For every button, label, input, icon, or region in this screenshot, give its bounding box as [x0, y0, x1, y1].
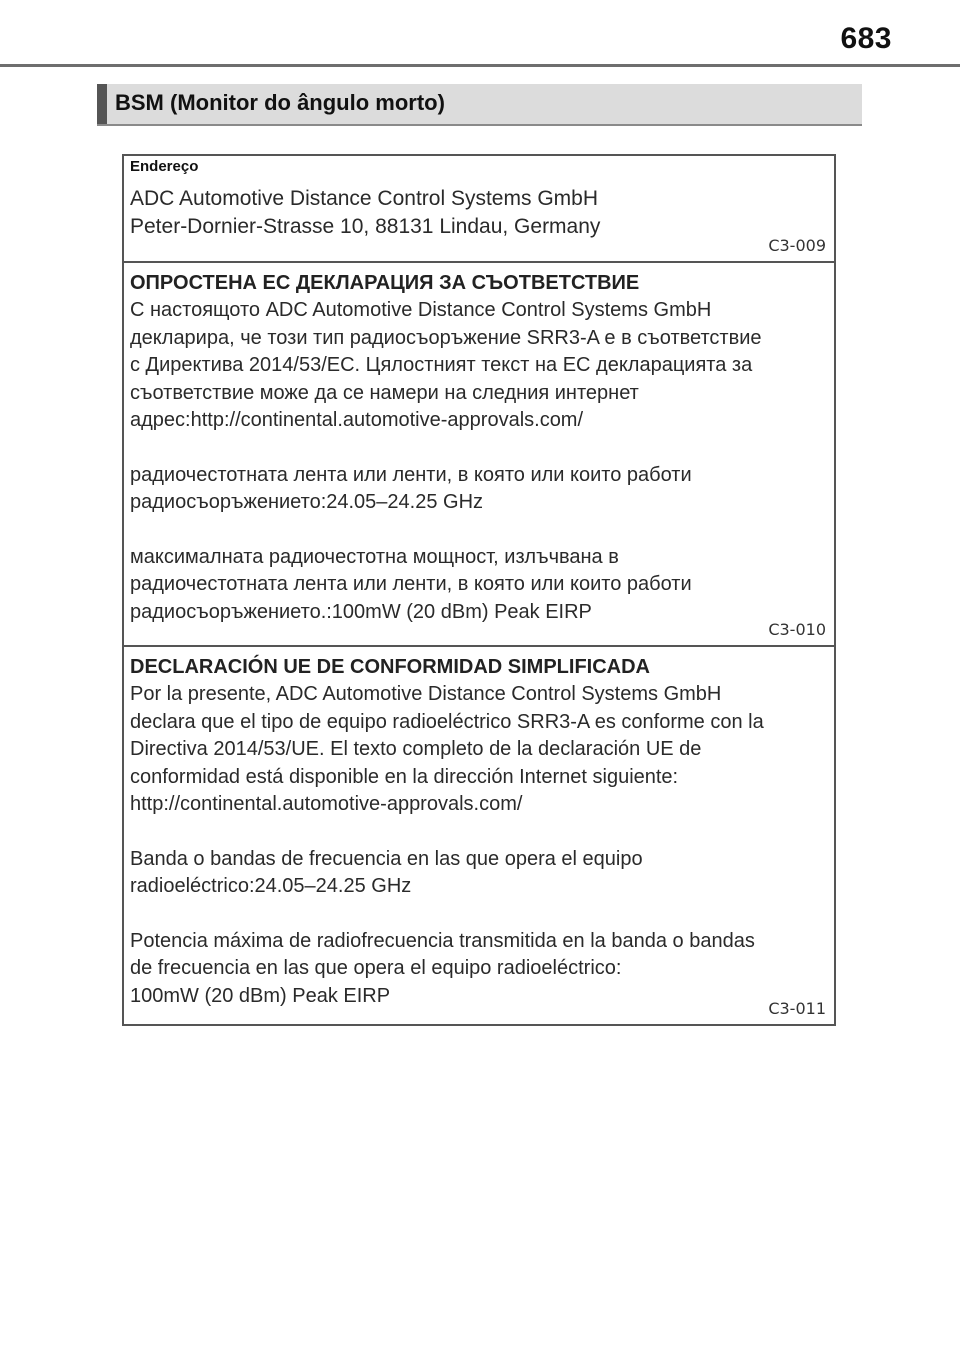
paragraph-line: Banda o bandas de frecuencia en las que opera el equipo: [130, 847, 643, 870]
paragraph-gap: [130, 901, 826, 928]
paragraph-line: радиочестотната лента или ленти, в която или които работи: [130, 463, 692, 486]
paragraph-line: радиосъоръжението:24.05–24.25 GHz: [130, 491, 484, 513]
label-code: C3-011: [768, 999, 826, 1018]
section-heading: [97, 84, 862, 126]
paragraph-line: radioeléctrico:24.05–24.25 GHz: [130, 875, 412, 897]
spanish-declaration-block: [124, 647, 834, 1024]
paragraph-line: declara que el tipo de equipo radioeléctrico SRR3-A es conforme con la: [130, 710, 764, 733]
section-title: BSM (Monitor do ângulo morto): [115, 90, 445, 115]
paragraph-gap: [130, 435, 826, 462]
paragraph-line: 100mW (20 dBm) Peak EIRP: [130, 984, 391, 1007]
paragraph-line: http://continental.automotive-approvals.com/: [130, 793, 523, 815]
certification-label-box: [122, 154, 836, 1026]
address-line: Peter-Dornier-Strasse 10, 88131 Lindau, Germany: [130, 215, 601, 238]
bulgarian-heading: ОПРОСТЕНА ЕС ДЕКЛАРАЦИЯ ЗА СЪОТВЕТСТВИЕ: [130, 272, 640, 294]
paragraph-line: съответствие може да се намери на следния интернет: [130, 381, 639, 404]
label-code: C3-009: [768, 236, 826, 255]
paragraph-line: Potencia máxima de radiofrecuencia transmitida en la banda o bandas: [130, 929, 755, 952]
paragraph-line: радиосъоръжението.:100mW (20 dBm) Peak EIRP: [130, 600, 592, 623]
address-line: ADC Automotive Distance Control Systems GmbH: [130, 187, 598, 210]
paragraph-line: С настоящото ADC Automotive Distance Control Systems GmbH: [130, 299, 712, 321]
paragraph-line: Por la presente, ADC Automotive Distance Control Systems GmbH: [130, 683, 722, 705]
bulgarian-declaration-block: [124, 263, 834, 647]
paragraph-line: Directiva 2014/53/UE. El texto completo de la declaración UE de: [130, 738, 702, 760]
paragraph-line: максималната радиочестотна мощност, излъчвана в: [130, 545, 619, 568]
spanish-heading: DECLARACIÓN UE DE CONFORMIDAD SIMPLIFICADA: [130, 656, 650, 678]
paragraph-line: с Директива 2014/53/ЕС. Цялостният текст на ЕС декларацията за: [130, 354, 753, 376]
paragraph-gap: [130, 517, 826, 544]
paragraph-line: радиочестотната лента или ленти, в която или които работи: [130, 573, 692, 595]
address-block: [124, 156, 834, 263]
paragraph-gap: [130, 819, 826, 846]
section-heading-bar: [97, 84, 107, 124]
paragraph-line: conformidad está disponible en la dirección Internet siguiente:: [130, 765, 679, 788]
paragraph-line: de frecuencia en las que opera el equipo radioeléctrico:: [130, 957, 622, 979]
label-code: C3-010: [768, 620, 826, 639]
address-caption: Endereço: [130, 158, 199, 175]
page-number: 683: [840, 22, 892, 55]
header-rule: [0, 64, 960, 67]
paragraph-line: декларира, че този тип радиосъоръжение SRR3-A е в съответствие: [130, 326, 762, 349]
paragraph-line: адрес:http://continental.automotive-approvals.com/: [130, 409, 584, 431]
